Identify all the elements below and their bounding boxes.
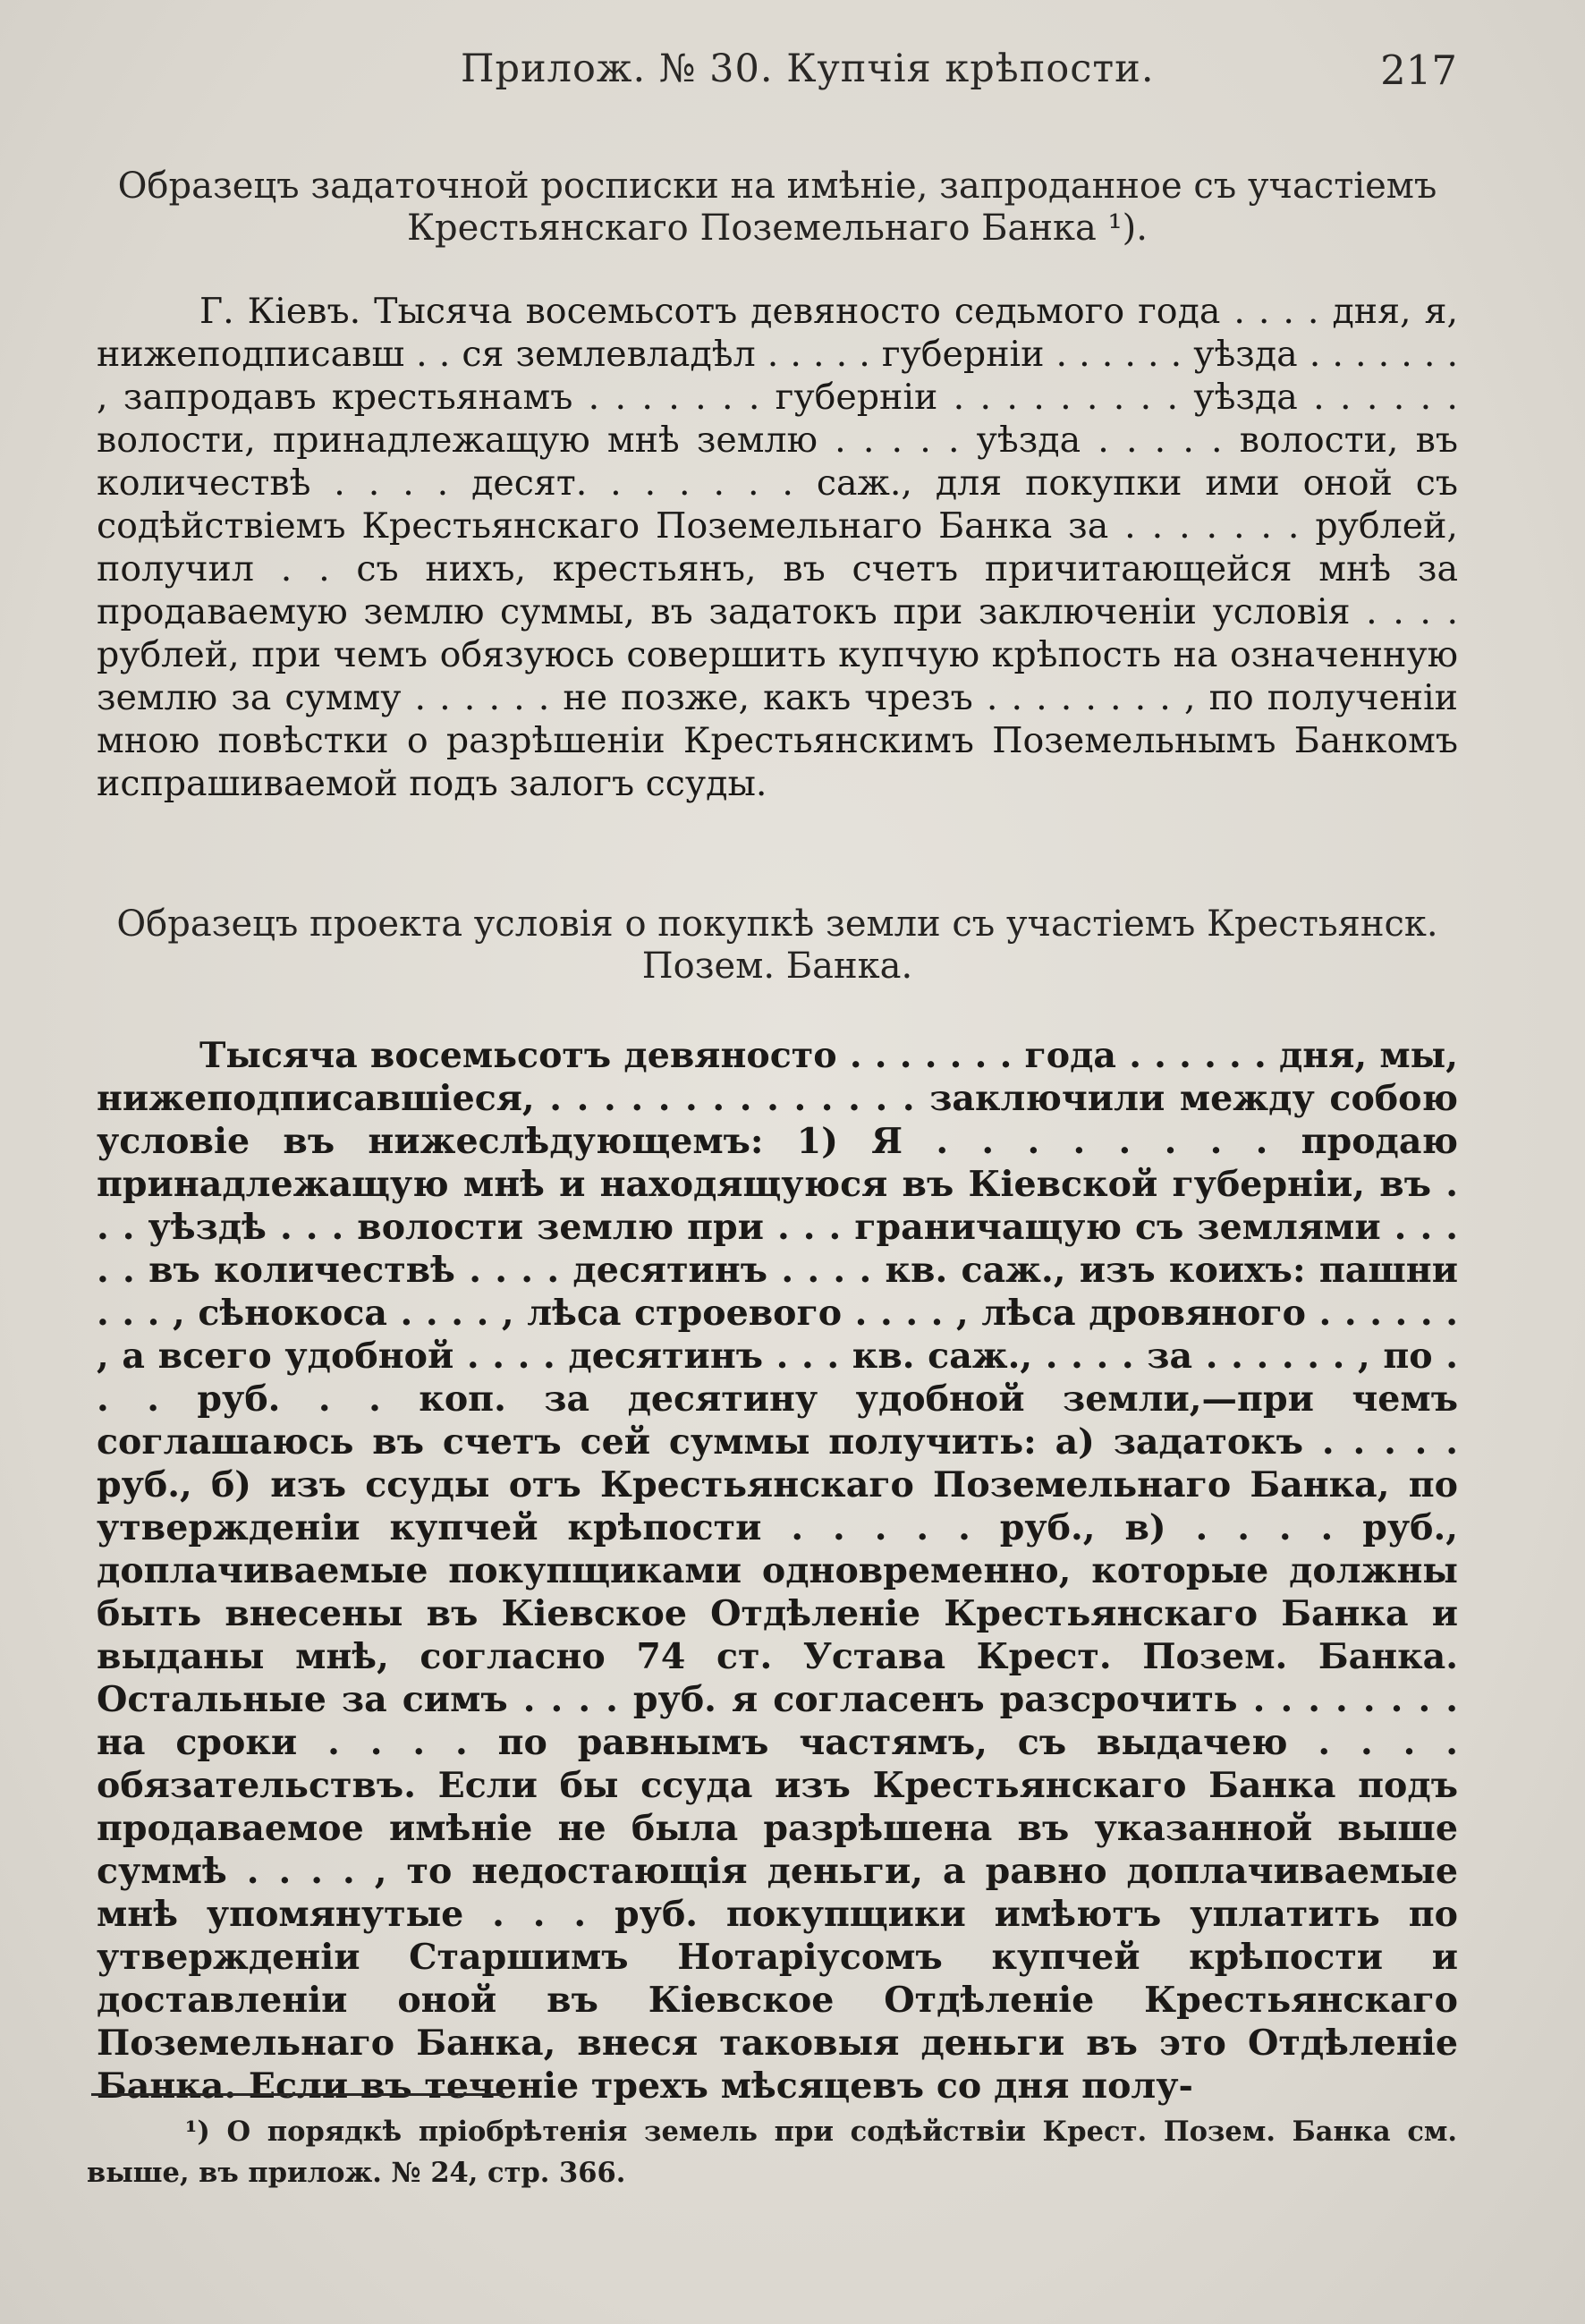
- page-number: 217: [1380, 47, 1457, 94]
- footnote-divider: [91, 2093, 504, 2096]
- running-title: Прилож. № 30. Купчія крѣпости.: [461, 47, 1155, 91]
- footnote: ¹) О порядкѣ пріобрѣтенія земель при содѣйствіи Крест. Позем. Банка см. выше, въ прилож. № 24, стр. 366.: [87, 2116, 1457, 2189]
- page-header: [0, 47, 1585, 100]
- section-title-purchase-agreement: Образецъ проекта условія о покупкѣ земли съ участіемъ Крестьянск. Позем. Банка.: [116, 903, 1438, 987]
- page-content: [97, 165, 1458, 2108]
- deposit-receipt-text: Г. Кіевъ. Тысяча восемьсотъ девяносто седьмого года . . . . дня, я, нижеподписавш . . ся землевладѣл . . . . . губерніи . . . . . . уѣзда . . . . . . . , запродавъ крестьянамъ . . . . . . . губерніи . . . . . . . . . уѣзда . . . . . . волости, принадлежащую мнѣ землю . . . . . уѣзда . . . . . волости, въ количествѣ . . . . десят. . . . . . . саж., для покупки ими оной съ содѣйствіемъ Крестьянскаго Поземельнаго Банка за . . . . . . . рублей, получил . . съ нихъ, крестьянъ, въ счетъ причитающейся мнѣ за продаваемую землю суммы, въ задатокъ при заключеніи условія . . . . рублей, при чемъ обязуюсь совершить купчую крѣпость на означенную землю за сумму . . . . . . не позже, какъ чрезъ . . . . . . . . , по полученіи мною повѣстки о разрѣшеніи Крестьянскимъ Поземельнымъ Банкомъ испрашиваемой подъ залогъ ссуды.: [97, 291, 1458, 804]
- section-title-deposit-receipt: Образецъ задаточной росписки на имѣніе, запроданное съ участіемъ Крестьянскаго Поземельнаго Банка ¹).: [117, 165, 1437, 249]
- purchase-agreement-text: Тысяча восемьсотъ девяносто . . . . . . . года . . . . . . дня, мы, нижеподписавшіеся, . . . . . . . . . . . . . . заключили между собою условіе въ нижеслѣдующемъ: 1) Я . . . . . . . . продаю принадлежащую мнѣ и находящуюся въ Кіевской губерніи, въ . . . уѣздѣ . . . волости землю при . . . граничащую съ землями . . . . . въ количествѣ . . . . десятинъ . . . . кв. саж., изъ коихъ: пашни . . . , сѣнокоса . . . . , лѣса строевого . . . . , лѣса дровяного . . . . . . , а всего удобной . . . . десятинъ . . . кв. саж., . . . . за . . . . . . , по . . . руб. . . коп. за десятину удобной земли,—при чемъ соглашаюсь въ счетъ сей суммы получить: а) задатокъ . . . . . руб., б) изъ ссуды отъ Крестьянскаго Поземельнаго Банка, по утвержденіи купчей крѣпости . . . . . руб., в) . . . . руб., доплачиваемые покупщиками одновременно, которые должны быть внесены въ Кіевское Отдѣленіе Крестьянскаго Банка и выданы мнѣ, согласно 74 ст. Устава Крест. Позем. Банка. Остальные за симъ . . . . руб. я согласенъ разсрочить . . . . . . . . на сроки . . . . по равнымъ частямъ, съ выдачею . . . . обязательствъ. Если бы ссуда изъ Крестьянскаго Банка подъ продаваемое имѣніе не была разрѣшена въ указанной выше суммѣ . . . . , то недостающія деньги, а равно доплачиваемые мнѣ упомянутые . . . руб. покупщики имѣютъ уплатить по утвержденіи Старшимъ Нотаріусомъ купчей крѣпости и доставленіи оной въ Кіевское Отдѣленіе Крестьянскаго Поземельнаго Банка, внеся таковыя деньги въ это Отдѣленіе Банка. Если въ теченіе трехъ мѣсяцевъ со дня полу-: [97, 1035, 1458, 2107]
